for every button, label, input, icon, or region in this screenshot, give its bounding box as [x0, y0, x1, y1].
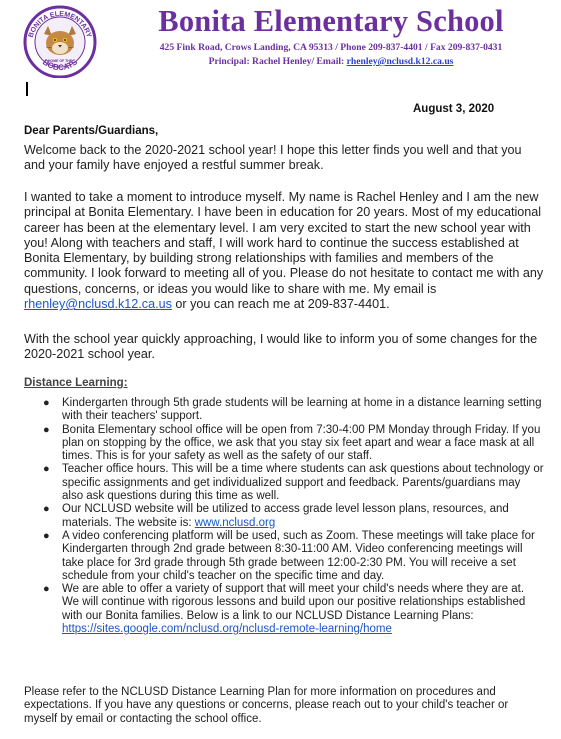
- logo-bottom-text: BOBCATS: [40, 57, 80, 73]
- list-item: [24, 397, 544, 424]
- list-item: [24, 503, 544, 530]
- bullet-text: We are able to offer a variety of support that will meet your child's needs where they are at. We will continue with rigorous lessons and build upon our positive relationships established with our Bonita families. Below is a link to our NCLUSD Distance Learning Plans:: [62, 583, 526, 622]
- intro-text: I wanted to take a moment to introduce myself. My name is Rachel Henley and I am the new principal at Bonita Elementary. I have been in education for 20 years. Most of my educational career has been at the elementary level. I am very excited to start the new school year with you! Along with teachers and staff, I will work hard to continue the success established at Bonita Elementary, by building strong relationships with families and members of the community. I look forward to meeting all of you. Please do not hesitate to contact me with any questions, concerns, or ideas you would like to share with me. My email is: [24, 190, 544, 296]
- letter-date: August 3, 2020: [413, 103, 495, 115]
- distance-learning-heading: Distance Learning:: [24, 377, 128, 389]
- bullet-text: Our NCLUSD website will be utilized to access grade level lesson plans, resources, and materials. The website is:: [62, 503, 509, 529]
- bullet-icon: ●: [43, 529, 50, 542]
- list-item: [24, 463, 544, 503]
- bullet-icon: ●: [43, 583, 50, 596]
- bullet-text: Bonita Elementary school office will be open from 7:30-4:00 PM Monday through Friday. If you plan on stopping by the office, we ask that you stay six feet apart and wear a face mask at all times. This is for your safety as well as the safety of our staff.: [62, 423, 541, 463]
- intro-email-link[interactable]: rhenley@nclusd.k12.ca.us: [24, 297, 172, 312]
- list-item: [24, 530, 544, 583]
- school-name: Bonita Elementary School: [158, 4, 504, 38]
- principal-email-link[interactable]: rhenley@nclusd.k12.ca.us: [346, 56, 454, 67]
- website-link[interactable]: www.nclusd.org: [194, 516, 276, 529]
- paragraph-introduction: [24, 190, 544, 312]
- logo-motto: HOME OF THE: [47, 59, 73, 63]
- bobcat-logo-icon: [22, 4, 98, 78]
- bullet-text: Kindergarten through 5th grade students will be learning at home in a distance learning setting with their teachers' support.: [62, 397, 542, 423]
- paragraph-welcome: Welcome back to the 2020-2021 school year! I hope this letter finds you well and that you and your family have enjoyed a restful summer break.: [24, 143, 522, 173]
- logo-top-text: BONITA ELEMENTARY: [27, 10, 93, 39]
- letterhead: [0, 0, 561, 80]
- principal-line: [106, 55, 556, 68]
- bullet-icon: ●: [43, 463, 50, 476]
- bullet-icon: ●: [43, 397, 50, 409]
- paragraph-changes: With the school year quickly approaching, I would like to inform you of some changes for the 2020-2021 school year.: [24, 332, 538, 362]
- school-address: 425 Fink Road, Crows Landing, CA 95313 / Phone 209-837-4401 / Fax 209-837-0431: [159, 42, 503, 53]
- salutation: Dear Parents/Guardians,: [24, 125, 159, 137]
- distance-learning-plan-link[interactable]: https://sites.google.com/nclusd.org/nclusd-remote-learning/home: [62, 623, 392, 636]
- text-cursor: [26, 82, 28, 96]
- intro-text-after: or you can reach me at 209-837-4401.: [171, 297, 390, 312]
- bullet-icon: ●: [43, 423, 50, 436]
- paragraph-closing: Please refer to the NCLUSD Distance Learning Plan for more information on procedures and expectations. If you have any questions or concerns, please reach out to your child's teacher or myself by email or contacting the school office.: [24, 686, 509, 725]
- list-item: [24, 583, 544, 636]
- bullet-text: A video conferencing platform will be used, such as Zoom. These meetings will take place for Kindergarten through 2nd grade between 8:30-11:00 AM. Video conferencing meetings will take place for 3rd grade through 5th grade between 12:00-2:30 PM. You will receive a set schedule from your child's teacher on the specific time and day.: [62, 529, 535, 582]
- bullet-text: Teacher office hours. This will be a time where students can ask questions about technology or specific assignments and get individualized support and feedback. Parents/guardians may also ask questions during this time as well.: [62, 463, 544, 503]
- list-item: [24, 424, 544, 464]
- bullet-icon: ●: [43, 503, 50, 516]
- distance-learning-list: [24, 397, 544, 636]
- principal-prefix: Principal: Rachel Henley/ Email:: [208, 56, 347, 67]
